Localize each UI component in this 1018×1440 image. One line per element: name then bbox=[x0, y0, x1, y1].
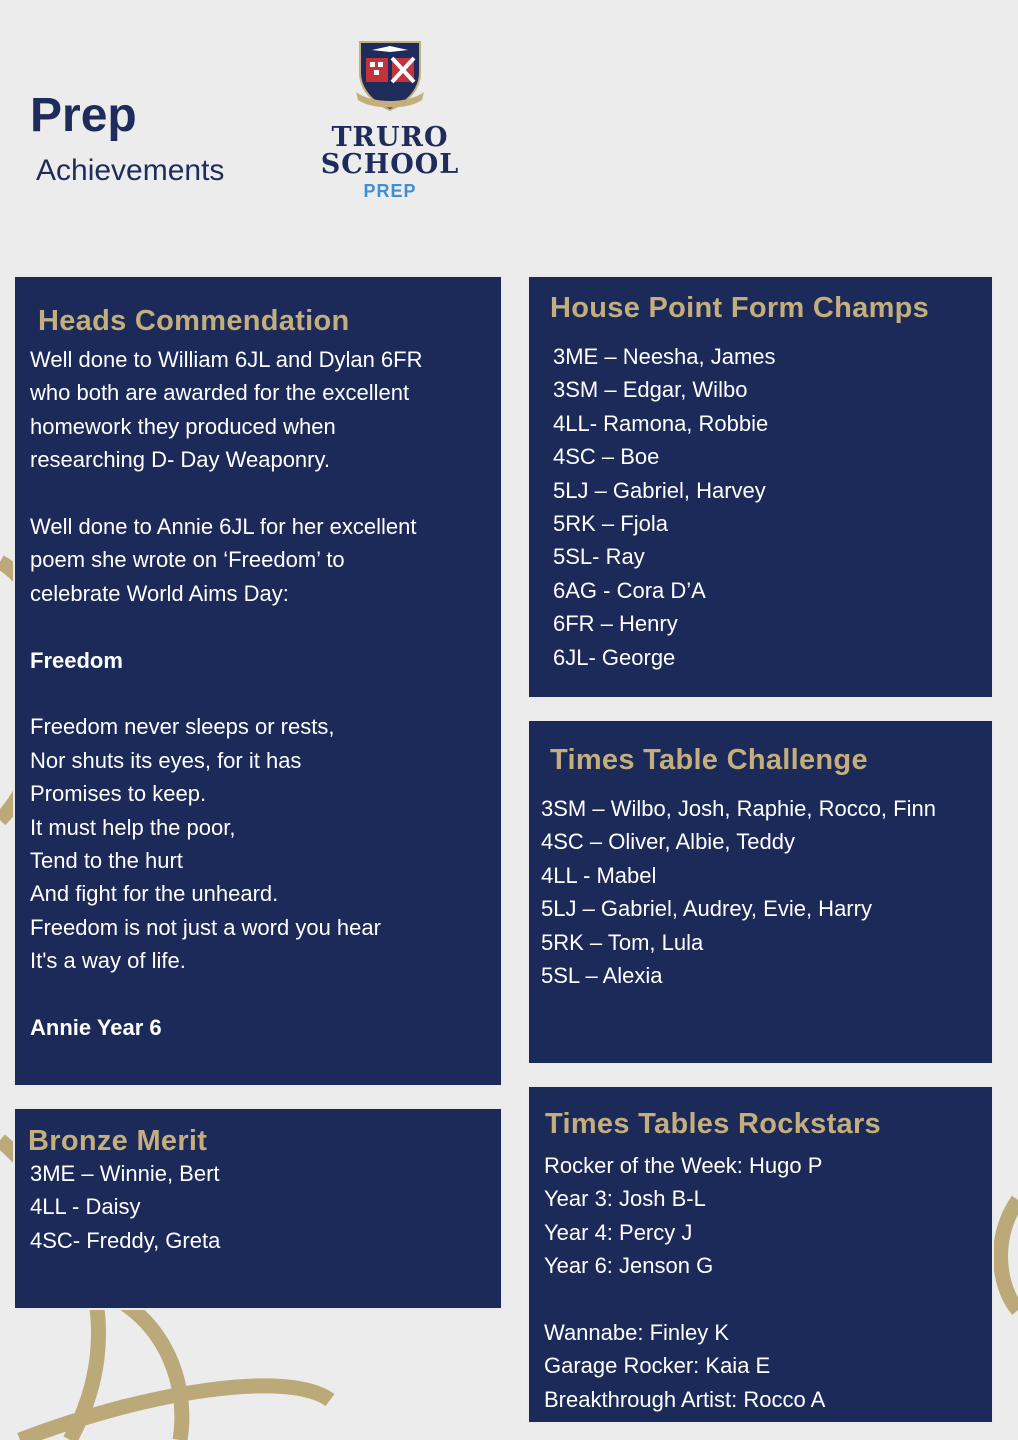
list-item: 6AG - Cora D’A bbox=[553, 577, 706, 603]
times-table-list bbox=[541, 792, 936, 992]
poem-line: It must help the poor, bbox=[30, 814, 236, 840]
text-line: celebrate World Aims Day: bbox=[30, 580, 289, 606]
text-line: poem she wrote on ‘Freedom’ to bbox=[30, 547, 345, 573]
list-item: 5LJ – Gabriel, Audrey, Evie, Harry bbox=[541, 896, 872, 922]
list-item: Year 3: Josh B-L bbox=[544, 1186, 706, 1212]
heads-commendation-title: Heads Commendation bbox=[38, 305, 350, 337]
heads-commendation-body bbox=[30, 343, 423, 1044]
times-table-title: Times Table Challenge bbox=[550, 744, 868, 776]
poem-line: And fight for the unheard. bbox=[30, 881, 279, 907]
list-item: Wannabe: Finley K bbox=[544, 1320, 730, 1346]
text-line: Well done to Annie 6JL for her excellent bbox=[30, 514, 417, 540]
list-item: Breakthrough Artist: Rocco A bbox=[544, 1386, 826, 1412]
poem-line: Freedom never sleeps or rests, bbox=[30, 714, 335, 740]
poem-line: Promises to keep. bbox=[30, 781, 207, 807]
list-item: Rocker of the Week: Hugo P bbox=[544, 1153, 823, 1178]
text-line: homework they produced when bbox=[30, 413, 336, 439]
text-line: who both are awarded for the excellent bbox=[30, 380, 410, 406]
list-item: Garage Rocker: Kaia E bbox=[544, 1353, 771, 1379]
poem-line: Nor shuts its eyes, for it has bbox=[30, 747, 302, 773]
rockstars-title: Times Tables Rockstars bbox=[545, 1108, 881, 1140]
bronze-merit-list bbox=[30, 1157, 220, 1257]
rockstars-list bbox=[544, 1149, 825, 1416]
logo-text-truro: TRURO bbox=[331, 122, 449, 153]
poem-line: Tend to the hurt bbox=[30, 848, 183, 874]
list-item: 6JL- George bbox=[553, 644, 676, 670]
list-item: Year 6: Jenson G bbox=[544, 1253, 714, 1279]
poem-line: Freedom is not just a word you hear bbox=[30, 914, 381, 940]
text-line: researching D- Day Weaponry. bbox=[30, 447, 330, 473]
poem-title: Freedom bbox=[30, 647, 123, 673]
list-item: 6FR – Henry bbox=[553, 611, 678, 637]
list-item: 5LJ – Gabriel, Harvey bbox=[553, 477, 766, 503]
list-item: Year 4: Percy J bbox=[544, 1219, 693, 1245]
list-item: 4SC – Boe bbox=[553, 444, 660, 470]
school-logo bbox=[312, 38, 468, 200]
list-item: 5RK – Fjola bbox=[553, 511, 668, 537]
list-item: 3SM – Wilbo, Josh, Raphie, Rocco, Finn bbox=[541, 796, 936, 821]
rockstars-panel bbox=[527, 1085, 994, 1424]
bronze-merit-panel bbox=[13, 1107, 503, 1310]
list-item: 5SL- Ray bbox=[553, 544, 645, 570]
house-point-title: House Point Form Champs bbox=[550, 292, 930, 324]
logo-text-school: SCHOOL bbox=[320, 149, 460, 180]
poem-author: Annie Year 6 bbox=[30, 1015, 162, 1041]
list-item: 4LL - Daisy bbox=[30, 1194, 141, 1220]
poem-line: It's a way of life. bbox=[30, 948, 186, 974]
list-item: 5RK – Tom, Lula bbox=[541, 929, 704, 955]
list-item: 4LL- Ramona, Robbie bbox=[553, 410, 769, 436]
list-item: 4SC – Oliver, Albie, Teddy bbox=[541, 829, 795, 855]
heads-commendation-panel bbox=[13, 275, 503, 1087]
page-subtitle: Achievements bbox=[36, 154, 225, 187]
times-table-panel bbox=[527, 719, 994, 1065]
text-line: Well done to William 6JL and Dylan 6FR bbox=[30, 347, 423, 372]
list-item: 5SL – Alexia bbox=[541, 963, 663, 989]
house-point-list bbox=[553, 340, 776, 674]
list-item: 3SM – Edgar, Wilbo bbox=[553, 377, 748, 403]
school-crest-icon bbox=[352, 38, 428, 112]
house-point-panel bbox=[527, 275, 994, 699]
logo-text-prep: PREP bbox=[363, 181, 417, 201]
list-item: 3ME – Neesha, James bbox=[553, 344, 776, 369]
page-title: Prep bbox=[30, 89, 137, 142]
list-item: 4SC- Freddy, Greta bbox=[30, 1227, 221, 1253]
bronze-merit-title: Bronze Merit bbox=[28, 1125, 208, 1157]
list-item: 3ME – Winnie, Bert bbox=[30, 1161, 220, 1186]
list-item: 4LL - Mabel bbox=[541, 862, 657, 888]
